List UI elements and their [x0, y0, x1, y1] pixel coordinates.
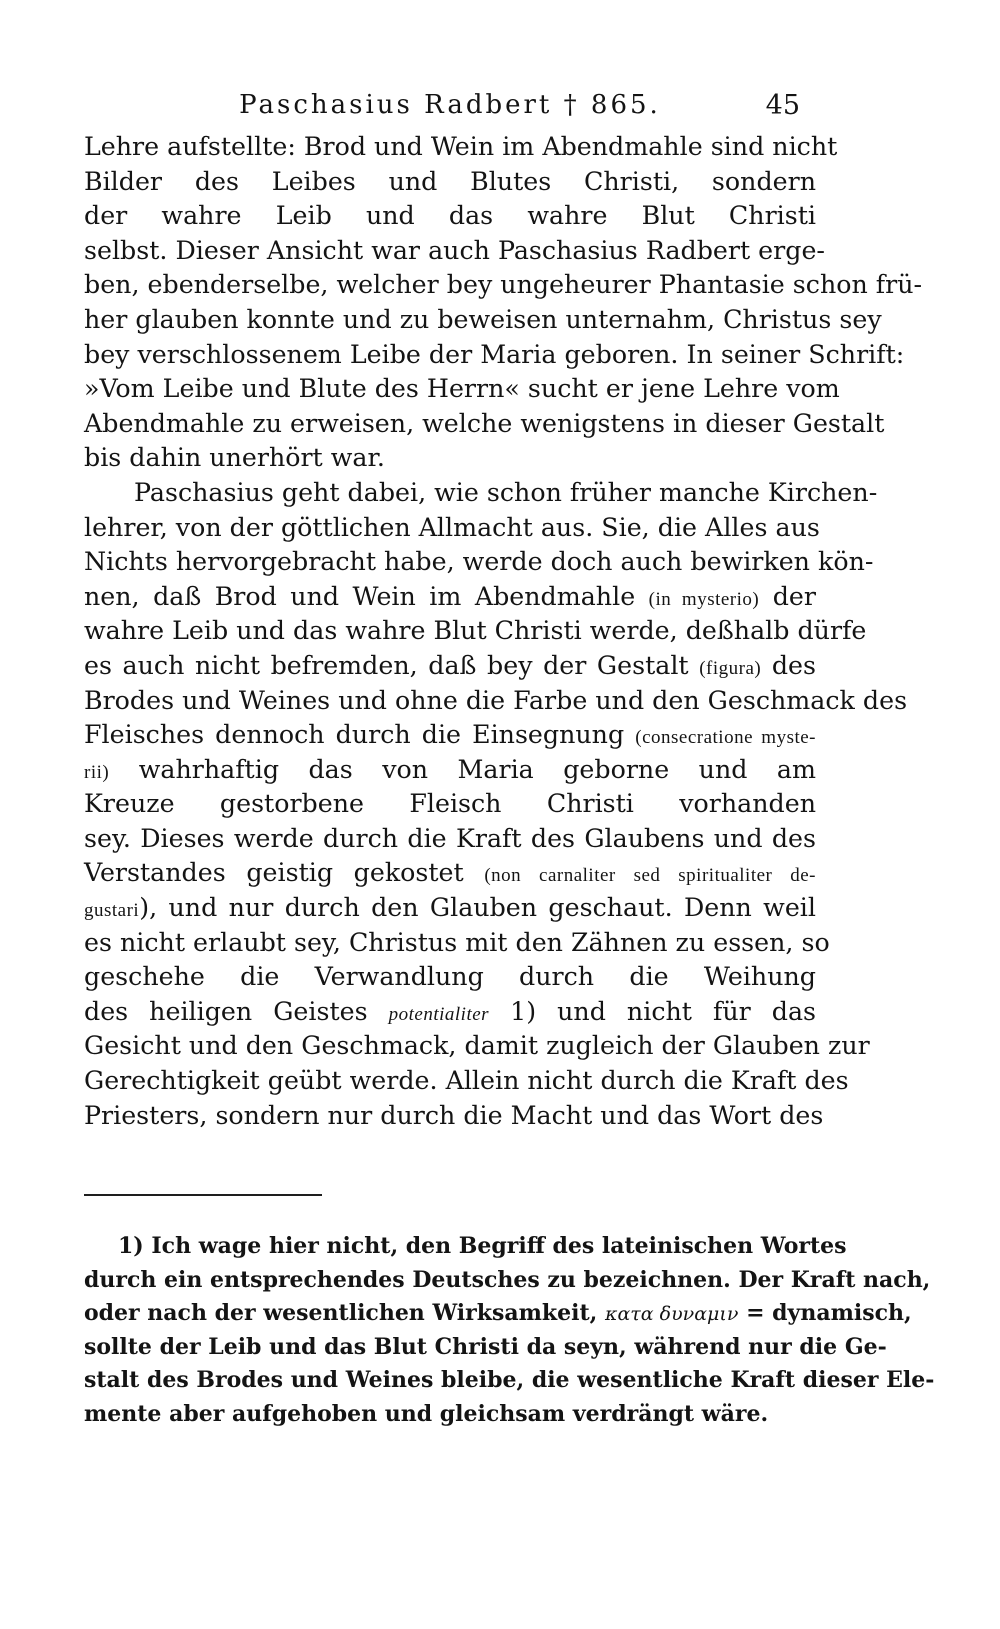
latin-term: potentialiter [388, 1003, 490, 1025]
text-line: selbst. Dieser Ansicht war auch Paschasius Radbert erge- [84, 235, 825, 265]
text-segment: ), und nur durch den Glauben geschaut. Denn weil [139, 893, 816, 923]
latin-term: (consecratione myste- [635, 727, 817, 749]
text-line: Gerechtigkeit geübt werde. Allein nicht durch die Kraft des [84, 1066, 849, 1096]
page-number: 45 [765, 90, 800, 121]
text-line: geschehe die Verwandlung durch die Weihung [84, 962, 816, 992]
text-line: Lehre aufstellte: Brod und Wein im Abendmahle sind nicht [84, 132, 838, 161]
text-segment: der [772, 581, 816, 611]
running-title: Paschasius Radbert † 865. [239, 90, 661, 120]
text-line [84, 580, 816, 615]
latin-term: gustari [84, 900, 140, 922]
latin-term: (figura) [699, 657, 762, 679]
text-line: Paschasius geht dabei, wie schon früher manche Kirchen- [134, 477, 878, 507]
footnote-line: durch ein entsprechendes Deutsches zu bezeichnen. Der Kraft nach, [84, 1266, 931, 1293]
text-line [84, 753, 816, 788]
text-line: es nicht erlaubt sey, Christus mit den Zähnen zu essen, so [84, 927, 830, 957]
text-line [84, 856, 816, 891]
text-segment: wahrhaftig das von Maria geborne und am [138, 754, 816, 784]
text-segment: des heiligen Geistes [84, 996, 368, 1026]
text-line: ben, ebenderselbe, welcher bey ungeheurer Phantasie schon frü- [84, 270, 923, 300]
footnote-line [84, 1297, 912, 1331]
footnote-marker: 1) [510, 996, 537, 1026]
footnote-rule [84, 1194, 322, 1196]
text-segment: oder nach der wesentlichen Wirksamkeit, [84, 1300, 598, 1326]
footnote-line: sollte der Leib und das Blut Christi da seyn, während nur die Ge- [84, 1333, 887, 1360]
text-line: bey verschlossenem Leibe der Maria geboren. In seiner Schrift: [84, 339, 905, 369]
text-line [84, 718, 816, 753]
latin-term: rii) [84, 761, 110, 783]
greek-term: κατα δυναμιν [605, 1303, 739, 1325]
text-segment: und nicht für das [557, 996, 817, 1026]
text-line: sey. Dieses werde durch die Kraft des Glaubens und des [84, 823, 816, 853]
text-line [84, 891, 816, 926]
latin-term: (in mysterio) [648, 588, 760, 610]
footnote-line: stalt des Brodes und Weines bleibe, die wesentliche Kraft dieser Ele- [84, 1367, 935, 1393]
text-segment: Fleisches dennoch durch die Einsegnung [84, 720, 625, 750]
main-text [84, 130, 923, 1133]
text-line: wahre Leib und das wahre Blut Christi werde, deßhalb dürfe [84, 616, 867, 646]
footnote-line: 1) Ich wage hier nicht, den Begriff des lateinischen Wortes [118, 1233, 847, 1259]
text-line: Abendmahle zu erweisen, welche wenigstens in dieser Gestalt [84, 408, 885, 438]
latin-term: (non carnaliter sed spiritualiter de- [484, 865, 816, 887]
text-line: der wahre Leib und das wahre Blut Christi [84, 201, 816, 231]
text-line: Priesters, sondern nur durch die Macht und das Wort des [84, 1100, 824, 1130]
text-line: Kreuze gestorbene Fleisch Christi vorhanden [84, 789, 816, 819]
text-line: »Vom Leibe und Blute des Herrn« sucht er jene Lehre vom [84, 374, 840, 404]
text-line [84, 649, 816, 684]
text-line: Gesicht und den Geschmack, damit zugleich der Glauben zur [84, 1031, 870, 1061]
text-line: lehrer, von der göttlichen Allmacht aus. Sie, die Alles aus [84, 512, 820, 542]
footnote-line: mente aber aufgehoben und gleichsam verdrängt wäre. [84, 1400, 769, 1427]
text-line [84, 995, 816, 1030]
text-line: Nichts hervorgebracht habe, werde doch auch bewirken kön- [84, 547, 874, 577]
text-line: Bilder des Leibes und Blutes Christi, sondern [84, 166, 816, 196]
text-line: Brodes und Weines und ohne die Farbe und den Geschmack des [84, 685, 908, 715]
text-line: bis dahin unerhört war. [84, 443, 385, 473]
text-segment: nen, daß Brod und Wein im Abendmahle [84, 581, 636, 611]
footnotes [84, 1230, 935, 1431]
text-segment: es auch nicht befremden, daß bey der Gestalt [84, 650, 689, 680]
text-segment: des [771, 650, 817, 680]
text-line: her glauben konnte und zu beweisen unternahm, Christus sey [84, 304, 882, 334]
text-segment: Verstandes geistig gekostet [84, 858, 464, 888]
text-segment: = dynamisch, [746, 1300, 912, 1326]
